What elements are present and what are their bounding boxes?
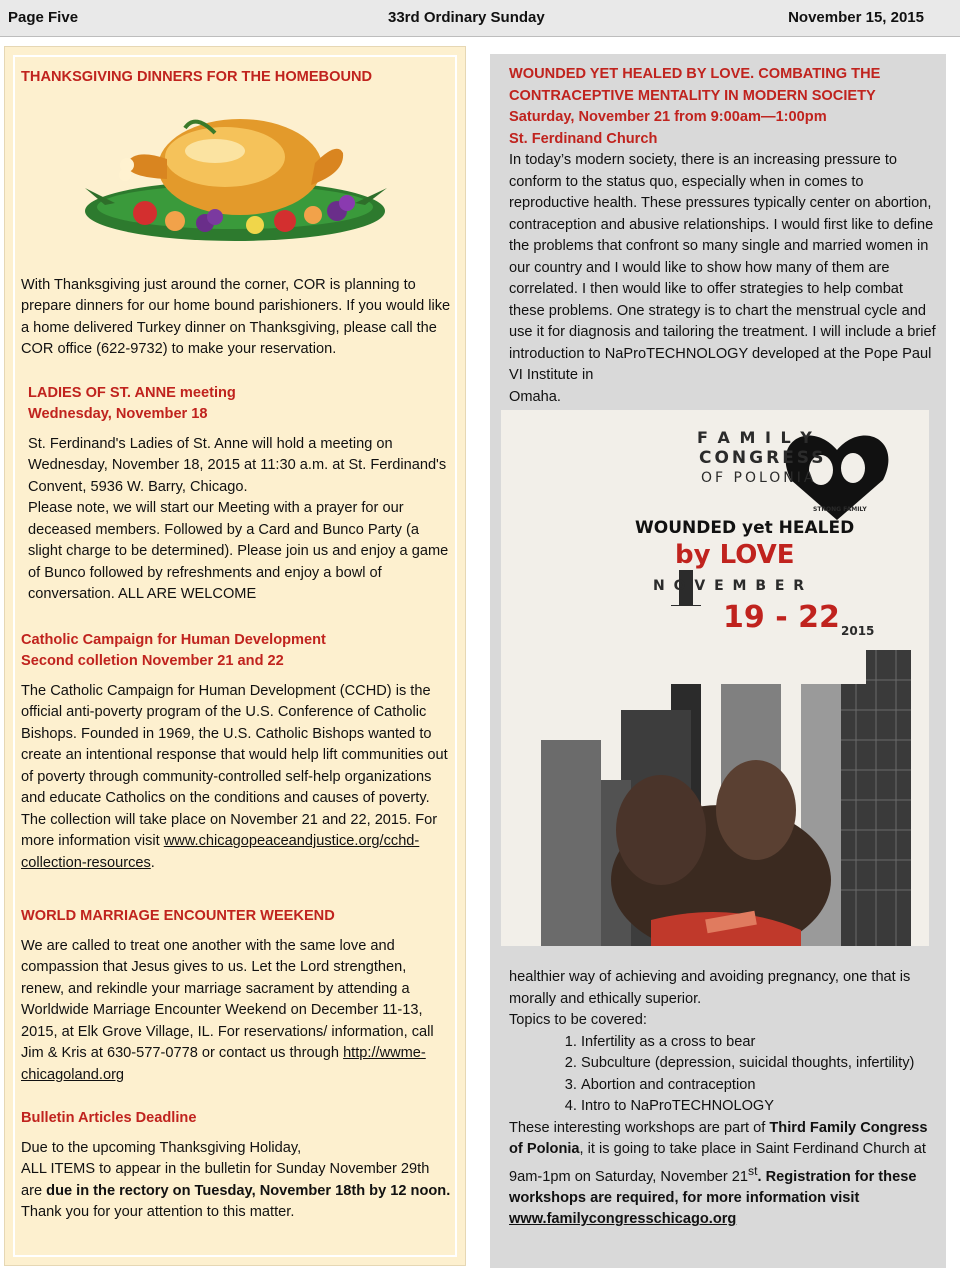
- spacer: [21, 1130, 451, 1138]
- page-header: [0, 0, 960, 37]
- wounded-continuation: [509, 967, 939, 1231]
- spacer: [21, 928, 451, 936]
- deadline-line-1: Due to the upcoming Thanksgiving Holiday,: [21, 1139, 302, 1156]
- poster-polonia: OF POLONIA: [701, 470, 817, 486]
- publication-date: November 15, 2015: [788, 9, 924, 26]
- marriage-body: [21, 936, 451, 1087]
- cchd-title: Catholic Campaign for Human Development: [21, 631, 326, 648]
- deadline-text-bold: due in the rectory on Tuesday, November 18th by 12 noon.: [46, 1182, 451, 1199]
- ladies-section: [21, 383, 451, 606]
- cchd-subtitle: Second colletion November 21 and 22: [21, 653, 284, 669]
- family-congress-poster: [501, 410, 929, 946]
- ladies-title: LADIES OF ST. ANNE meeting: [28, 384, 236, 401]
- spacer: [21, 874, 451, 906]
- topics-label: Topics to be covered:: [509, 1012, 647, 1028]
- poster-badge: STRONG FAMILY: [813, 506, 867, 513]
- wounded-location: St. Ferdinand Church: [509, 130, 658, 147]
- marriage-title: WORLD MARRIAGE ENCOUNTER WEEKEND: [21, 908, 335, 924]
- cchd-link[interactable]: www.chicagopeaceandjustice.org/cchd-collection-resources: [21, 833, 420, 871]
- page-number: Page Five: [8, 9, 79, 26]
- turkey-illustration: [75, 93, 395, 253]
- poster-by-love: by LOVE: [675, 540, 795, 570]
- marriage-body-text: We are called to treat one another with the same love and compassion that Jesus gives to us. Let the Lord strengthen, renew, and rekindle your marriage sacrament by attending a Worldwide Marriage Encounter Weekend on December 11-13, 2015, at Elk Grove Village, IL. For reservations/ information, call Jim & Kris at 630-577-0778 or contact us through: [21, 937, 434, 1061]
- poster-wounded: WOUNDED yet HEALED: [635, 518, 855, 538]
- poster-dates: 19 - 22: [723, 600, 840, 635]
- wounded-date: Saturday, November 21 from 9:00am—1:00pm: [509, 109, 827, 125]
- spacer: [21, 1086, 451, 1108]
- cchd-body: [21, 681, 451, 875]
- wounded-narrow-line: Omaha.: [509, 388, 561, 405]
- closing-sup: st: [748, 1163, 758, 1178]
- family-congress-link[interactable]: www.familycongresschicago.org: [509, 1211, 737, 1228]
- wounded-title: WOUNDED YET HEALED BY LOVE. COMBATING THE CONTRACEPTIVE MENTALITY IN MODERN SOCIETY: [509, 66, 881, 104]
- spacer: [21, 606, 451, 630]
- spacer: [21, 253, 451, 275]
- left-column: [4, 46, 466, 1266]
- spacer: [21, 361, 451, 383]
- thanksgiving-title: THANKSGIVING DINNERS FOR THE HOMEBOUND: [21, 69, 373, 85]
- topic-item: 4. Intro to NaProTECHNOLOGY: [581, 1096, 939, 1118]
- spacer: [21, 673, 451, 681]
- topic-item: 2. Subculture (depression, suicidal thoughts, infertility): [581, 1053, 939, 1075]
- poster-graphic: [501, 410, 929, 946]
- liturgical-date: 33rd Ordinary Sunday: [388, 9, 545, 26]
- ladies-body-2: Please note, we will start our Meeting with a prayer for our deceased members. Followed by a Card and Bunco Party (a slight charge to be determined). Please join us and enjoy a game of Bunco followed by refreshments and enjoy a bowl of conversation. ALL ARE WELCOME: [28, 500, 449, 602]
- marriage-link[interactable]: http://wwme-chicagoland.org: [21, 1045, 426, 1083]
- wounded-body: In today’s modern society, there is an increasing pressure to conform to the status quo, especially when in comes to reproductive health. These pressures typically center on abortion, contraception and abusive relationships. I would first like to define the problems that confront so many single and married women in our country and I would like to show how many of them are correlated. I then would like to offer strategies to help combat these problems. One strategy is to chart the menstrual cycle and use it for diagnosis and tailoring the treatment. I will include a brief introduction to NaProTECHNOLOGY developed at the Pope Paul VI Institute in: [509, 152, 936, 383]
- topic-item: 1. Infertility as a cross to bear: [581, 1032, 939, 1054]
- poster-family: F A M I L Y: [697, 428, 814, 447]
- deadline-title: Bulletin Articles Deadline: [21, 1110, 197, 1126]
- deadline-text-a: ALL ITEMS to appear in the bulletin for Sunday November 29th are: [21, 1161, 430, 1199]
- deadline-body: [21, 1159, 451, 1224]
- left-column-content: [21, 67, 451, 1224]
- closing-paragraph: [509, 1118, 939, 1231]
- closing-text-c: , it is going to take place in Saint Ferdinand Church at 9am-1pm on Saturday, November 21: [509, 1141, 926, 1185]
- topic-item: 3. Abortion and contraception: [581, 1075, 939, 1097]
- poster-congress: CONGRESS: [699, 448, 827, 468]
- cchd-body-text: The Catholic Campaign for Human Development (CCHD) is the official anti-poverty program of the U.S. Conference of Catholic Bishops. Founded in 1969, the U.S. Catholic Bishops wanted to create an intentional response that would help lift communities out of poverty through community-controlled self-help organizations and educate Catholics on the conditions and causes of poverty. The collection will take place on November 21 and 22, 2015. For more information visit: [21, 682, 448, 849]
- ladies-date: Wednesday, November 18: [28, 406, 208, 422]
- closing-bold-registration: . Registration for these workshops are required, for more information visit: [509, 1168, 917, 1206]
- poster-november: N O V E M B E R: [653, 578, 807, 594]
- wounded-cont-text: healthier way of achieving and avoiding pregnancy, one that is morally and ethically superior.: [509, 969, 911, 1007]
- closing-bold-event: Third Family Congress of Polonia: [509, 1119, 928, 1157]
- ladies-body-1: St. Ferdinand's Ladies of St. Anne will hold a meeting on Wednesday, November 18, 2015 at 11:30 a.m. at St. Ferdinand's Convent, 5936 W. Barry, Chicago.: [28, 435, 447, 495]
- topics-list: [509, 1032, 939, 1118]
- thanksgiving-body: With Thanksgiving just around the corner, COR is planning to prepare dinners for our home bound parishioners. If you would like a home delivered Turkey dinner on Thanksgiving, please call the COR office (622-9732) to make your reservation.: [21, 276, 451, 357]
- cchd-end: .: [150, 854, 155, 871]
- turkey-icon: [75, 93, 395, 253]
- spacer: [28, 426, 451, 434]
- deadline-text-c: Thank you for your attention to this matter.: [21, 1204, 295, 1220]
- closing-text-a: These interesting workshops are part of: [509, 1119, 770, 1136]
- poster-year: 2015: [841, 624, 875, 638]
